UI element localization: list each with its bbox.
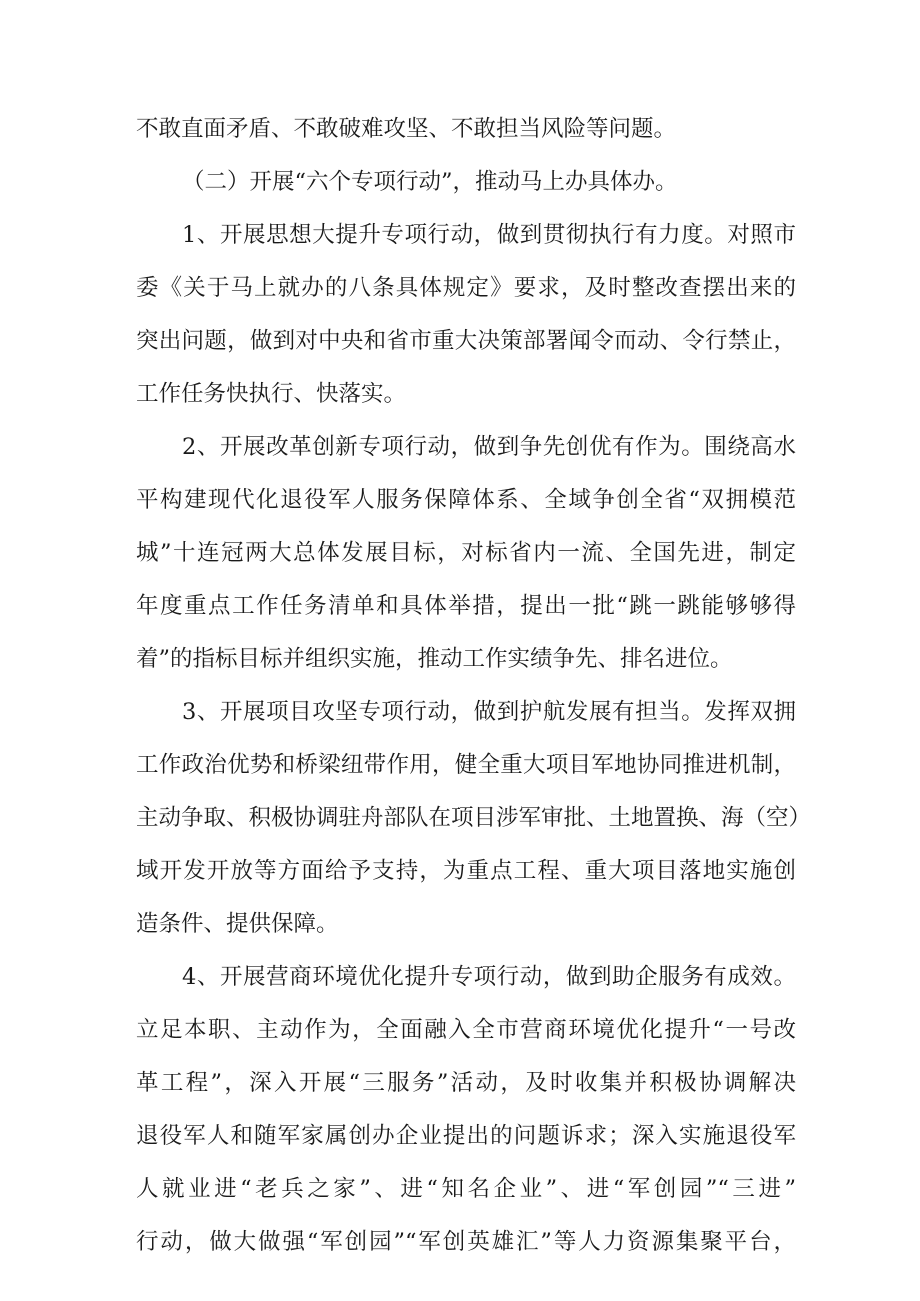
section-heading: （二）开展“六个专项行动”，推动马上办具体办。 [182, 169, 678, 195]
paragraph-line: 退役军人和随军家属创办企业提出的问题诉求；深入实施退役军 [136, 1123, 796, 1149]
paragraph-line: 年度重点工作任务清单和具体举措，提出一批“跳一跳能够够得 [136, 593, 796, 619]
paragraph-line: 工作任务快执行、快落实。 [136, 381, 407, 407]
paragraph-line: 平构建现代化退役军人服务保障体系、全域争创全省“双拥模范 [136, 487, 796, 513]
paragraph-line: 主动争取、积极协调驻舟部队在项目涉军审批、土地置换、海（空） [136, 805, 812, 831]
paragraph-line: 域开发开放等方面给予支持，为重点工程、重大项目落地实施创 [136, 858, 796, 884]
paragraph-line: 革工程”，深入开展“三服务”活动，及时收集并积极协调解决 [136, 1070, 796, 1096]
paragraph-line: 3、开展项目攻坚专项行动，做到护航发展有担当。发挥双拥 [182, 699, 796, 725]
paragraph-line: 立足本职、主动作为，全面融入全市营商环境优化提升“一号改 [136, 1017, 796, 1043]
paragraph-line: 1、开展思想大提升专项行动，做到贯彻执行有力度。对照市 [182, 222, 796, 248]
paragraph-line: 不敢直面矛盾、不敢破难攻坚、不敢担当风险等问题。 [136, 116, 677, 142]
paragraph-line: 4、开展营商环境优化提升专项行动，做到助企服务有成效。 [182, 964, 796, 990]
paragraph-line: 委《关于马上就办的八条具体规定》要求，及时整改查摆出来的 [136, 275, 796, 301]
paragraph-line: 城”十连冠两大总体发展目标，对标省内一流、全国先进，制定 [136, 540, 796, 566]
paragraph-line: 工作政治优势和桥梁纽带作用，健全重大项目军地协同推进机制， [136, 752, 796, 778]
paragraph-line: 2、开展改革创新专项行动，做到争先创优有作为。围绕高水 [182, 434, 796, 460]
paragraph-line: 行动，做大做强“军创园”“军创英雄汇”等人力资源集聚平台， [136, 1229, 796, 1255]
paragraph-line: 突出问题，做到对中央和省市重大决策部署闻令而动、令行禁止， [136, 328, 796, 354]
paragraph-line: 造条件、提供保障。 [136, 911, 339, 937]
paragraph-line: 着”的指标目标并组织实施，推动工作实绩争先、排名进位。 [136, 646, 733, 672]
paragraph-line: 人就业进“老兵之家”、进“知名企业”、进“军创园”“三进” [136, 1176, 796, 1202]
